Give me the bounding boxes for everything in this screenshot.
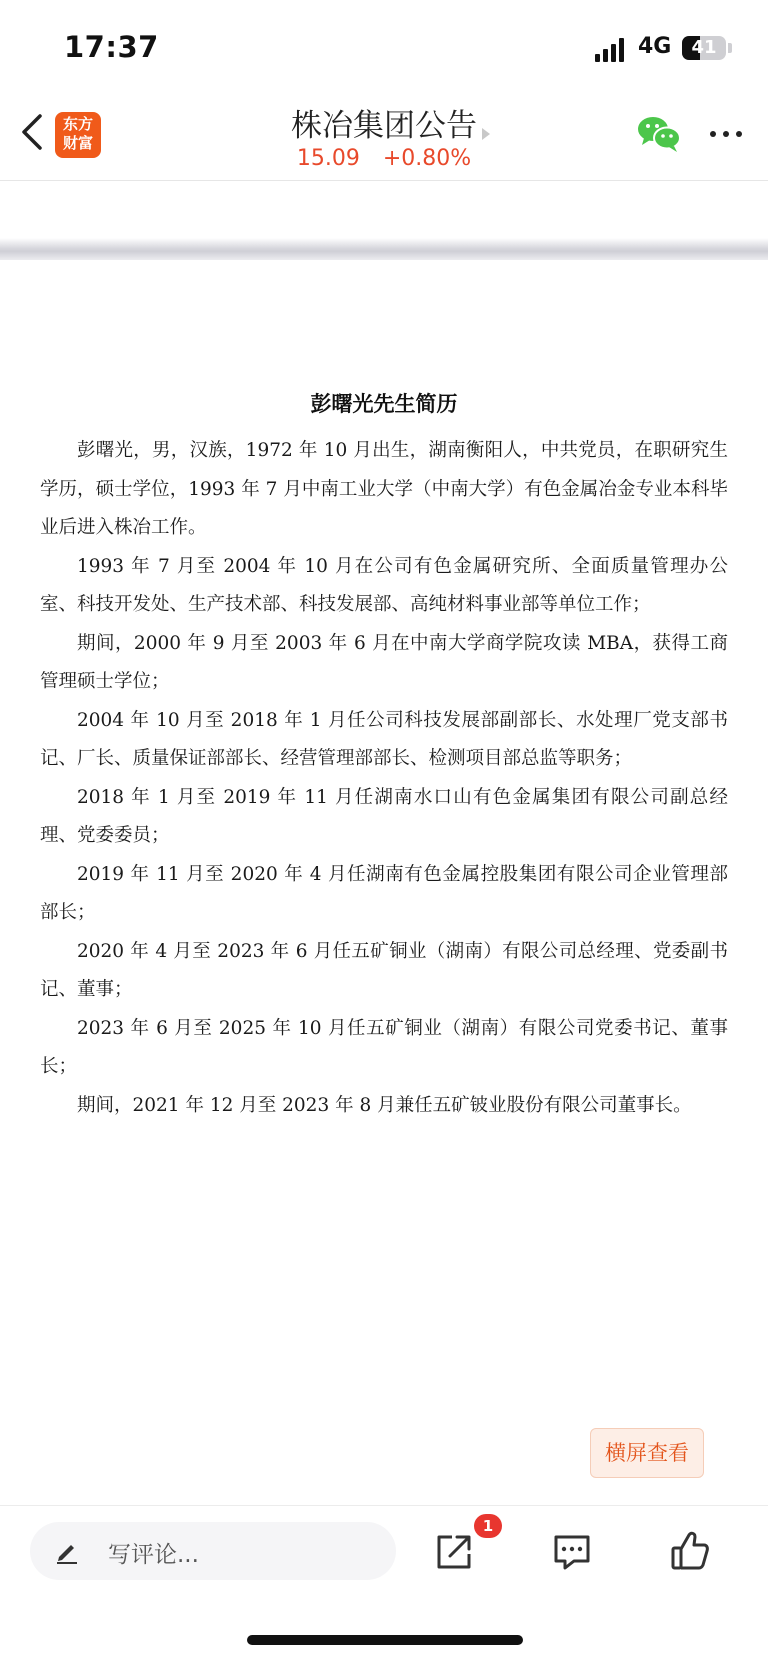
share-count-badge: 1 (474, 1514, 502, 1538)
logo-text-line1: 东方 (62, 115, 93, 133)
status-time: 17:37 (64, 30, 159, 64)
announcement-document (40, 388, 728, 1125)
document-paragraph: 2004 年 10 月至 2018 年 1 月任公司科技发展部副部长、水处理厂党支部书记、厂长、质量保证部部长、经营管理部部长、检测项目部总监等职务； (40, 709, 728, 769)
nav-bar (0, 92, 768, 181)
network-type: 4G (638, 34, 672, 59)
comment-placeholder: 写评论... (108, 1542, 199, 1568)
stock-price: 15.09 (296, 146, 360, 171)
battery-level: 41 (691, 37, 717, 58)
document-paragraph: 2020 年 4 月至 2023 年 6 月任五矿铜业（湖南）有限公司总经理、党委副书记、董事； (40, 940, 728, 1000)
home-indicator (247, 1635, 523, 1645)
battery-icon (682, 36, 726, 60)
share-icon[interactable] (434, 1532, 474, 1572)
signal-icon (595, 36, 629, 62)
pen-icon (54, 1538, 80, 1564)
document-paragraph: 期间，2021 年 12 月至 2023 年 8 月兼任五矿铍业股份有限公司董事长。 (77, 1094, 692, 1116)
document-paragraph: 彭曙光，男，汉族，1972 年 10 月出生，湖南衡阳人，中共党员，在职研究生学历，硕士学位，1993 年 7 月中南工业大学（中南大学）有色金属冶金专业本科毕业后进入株冶工作。 (40, 440, 728, 538)
document-paragraph: 2019 年 11 月至 2020 年 4 月任湖南有色金属控股集团有限公司企业管理部部长； (40, 863, 728, 923)
stock-change: +0.80% (382, 146, 472, 171)
landscape-view-button[interactable]: 横屏查看 (590, 1428, 704, 1478)
status-bar (0, 0, 768, 92)
document-paragraph: 1993 年 7 月至 2004 年 10 月在公司有色金属研究所、全面质量管理办公室、科技开发处、生产技术部、科技发展部、高纯材料事业部等单位工作； (40, 555, 728, 615)
like-icon[interactable] (670, 1530, 710, 1572)
document-paragraph: 期间，2000 年 9 月至 2003 年 6 月在中南大学商学院攻读 MBA，获得工商管理硕士学位； (40, 632, 728, 692)
more-icon[interactable] (706, 122, 746, 146)
comment-input[interactable] (30, 1522, 396, 1580)
logo-text-line2: 财富 (62, 134, 93, 152)
message-icon[interactable] (552, 1532, 592, 1572)
caret-right-icon (482, 128, 490, 140)
document-title: 彭曙光先生简历 (310, 391, 458, 416)
wechat-icon[interactable] (636, 114, 682, 154)
battery-tip (728, 43, 732, 53)
document-paragraph: 2023 年 6 月至 2025 年 10 月任五矿铜业（湖南）有限公司党委书记、董事长； (40, 1017, 728, 1077)
page-title[interactable]: 株冶集团公告 (291, 108, 477, 144)
document-paragraph: 2018 年 1 月至 2019 年 11 月任湖南水口山有色金属集团有限公司副总经理、党委委员； (40, 786, 728, 846)
section-divider (0, 238, 768, 260)
